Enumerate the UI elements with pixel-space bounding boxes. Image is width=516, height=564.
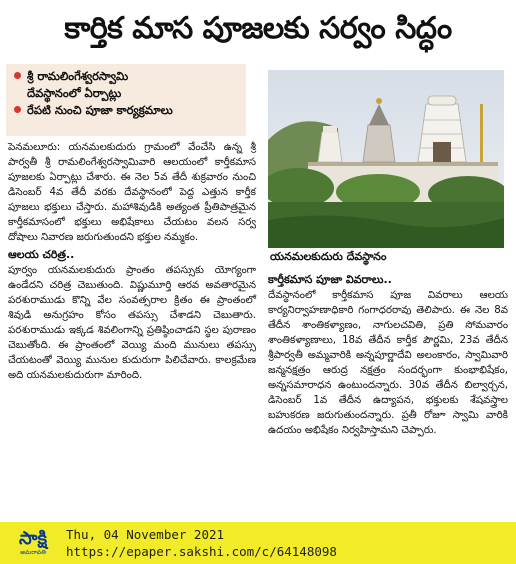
- source-url[interactable]: https://epaper.sakshi.com/c/64148098: [66, 544, 337, 559]
- highlight-text: శ్రీ రామలింగేశ్వరస్వామి: [27, 69, 129, 83]
- sakshi-logo: [10, 525, 56, 561]
- logo-subtext: అమరావతి: [20, 549, 46, 556]
- temple-photo-image: [268, 70, 504, 248]
- publication-date: Thu, 04 November 2021: [66, 527, 225, 542]
- article-details: దేవస్థానంలో కార్తీకమాస పూజ వివరాలు ఆలయ కార్యనిర్వాహణాధికారి గంగాధరరావు తెలిపారు. ఈ నెల 8వ తేదీన శాంతికళ్యాణం, నాగులచవితి, ప్రతి సోమవారం శాంతికళ్యాణాలు, 18వ తేదీన కార్తీక పౌర్ణమి, 23వ తేదీన శ్రీపార్వతీ అమ్మవారికి అన్నపూర్ణాదేవి అలంకారం, స్వామివారి జన్మనక్షత్రం ఆరుద్ర నక్షత్రం సందర్భంగా కుంభాభిషేకం, అన్నసమారాధన ఉంటుందన్నారు. 30వ తేదీన బిల్వార్చన, డిసెంబర్ 1వ తేదీన ఉద్యాపన, భక్తులకు శేషవస్త్రాల బహుకరణ జరుగుతుందన్నారు. ప్రతీ రోజూ స్వామి వారికి ఉదయం అభిషేకం నిర్వహిస్తామని చెప్పారు.: [268, 290, 508, 436]
- footer-info: [66, 526, 337, 560]
- article-column-left: [8, 140, 256, 383]
- highlight-item: [14, 102, 240, 118]
- highlight-text: దేవస్థానంలో ఏర్పాట్లు: [27, 86, 122, 100]
- history-heading: ఆలయ చరిత్ర..: [8, 248, 75, 261]
- article-intro: పెనమలూరు: యనమలకుదురు గ్రామంలో వేంచేసి ఉన్న శ్రీ పార్వతీ శ్రీ రామలింగేశ్వరస్వామివారి ఆలయంలో కార్తీకమాస పూజలకు ఏర్పాట్లు చేశారు. ఈ నెల 5వ తేదీ శుక్రవారం నుంచి డిసెంబర్ 4వ తేదీ వరకు దేవస్థానంలో పెద్ద ఎత్తున కార్తీక పూజలు భక్తులు చేస్తారు. మహాశివుడికి అత్యంత ప్రీతిపాత్రమైన కార్తీకమాసంలో భక్తులు అభిషేకాలు చేయటం వలన సర్వ దోషాలు నివారణ జరుగుతుందని భక్తుల నమ్మకం.: [8, 142, 256, 243]
- headline: కార్తిక మాస పూజలకు సర్వం సిద్ధం: [64, 11, 452, 46]
- highlight-text: రేపటి నుంచి పూజా కార్యక్రమాలు: [27, 103, 173, 117]
- bullet-icon: [14, 106, 21, 113]
- highlights-box: [6, 64, 246, 136]
- details-heading: కార్తీకమాస పూజా వివరాలు..: [268, 273, 392, 286]
- highlight-item: [14, 68, 240, 84]
- highlight-item-continuation: [14, 85, 240, 101]
- footer-bar: [0, 522, 516, 564]
- temple-photo: [268, 70, 504, 248]
- article-column-right: [268, 270, 508, 438]
- article-history: పూర్వం యనమలకుదురు ప్రాంతం తపస్సుకు యోగ్యంగా ఉండేదని చరిత్ర చెబుతుంది. విష్ణుమూర్తి ఆరవ అవతారమైన పరశురాముడు కొన్ని వేల సంవత్సరాల క్రితం ఈ ప్రాంతంలో శివుడి అనుగ్రహం కోసం తపస్సు చేశాడని చెబుతారు. పరశురాముడు ఇక్కడ శివలింగాన్ని ప్రతిష్ఠించాడని స్థల పురాణం చెబుతోంది. ఈ ప్రాంతంలో వెయ్యి మంది మునులు తపస్సు చేయటంతో వెయ్యి మునుల కుదురుగా పిలిచేవారు. కాలక్రమేణ అది యనమలకుదురుగా మారింది.: [8, 265, 256, 381]
- photo-caption: యనమలకుదురు దేవస్థానం: [270, 250, 387, 263]
- logo-text: సాక్షి: [19, 528, 47, 549]
- bullet-icon: [14, 72, 21, 79]
